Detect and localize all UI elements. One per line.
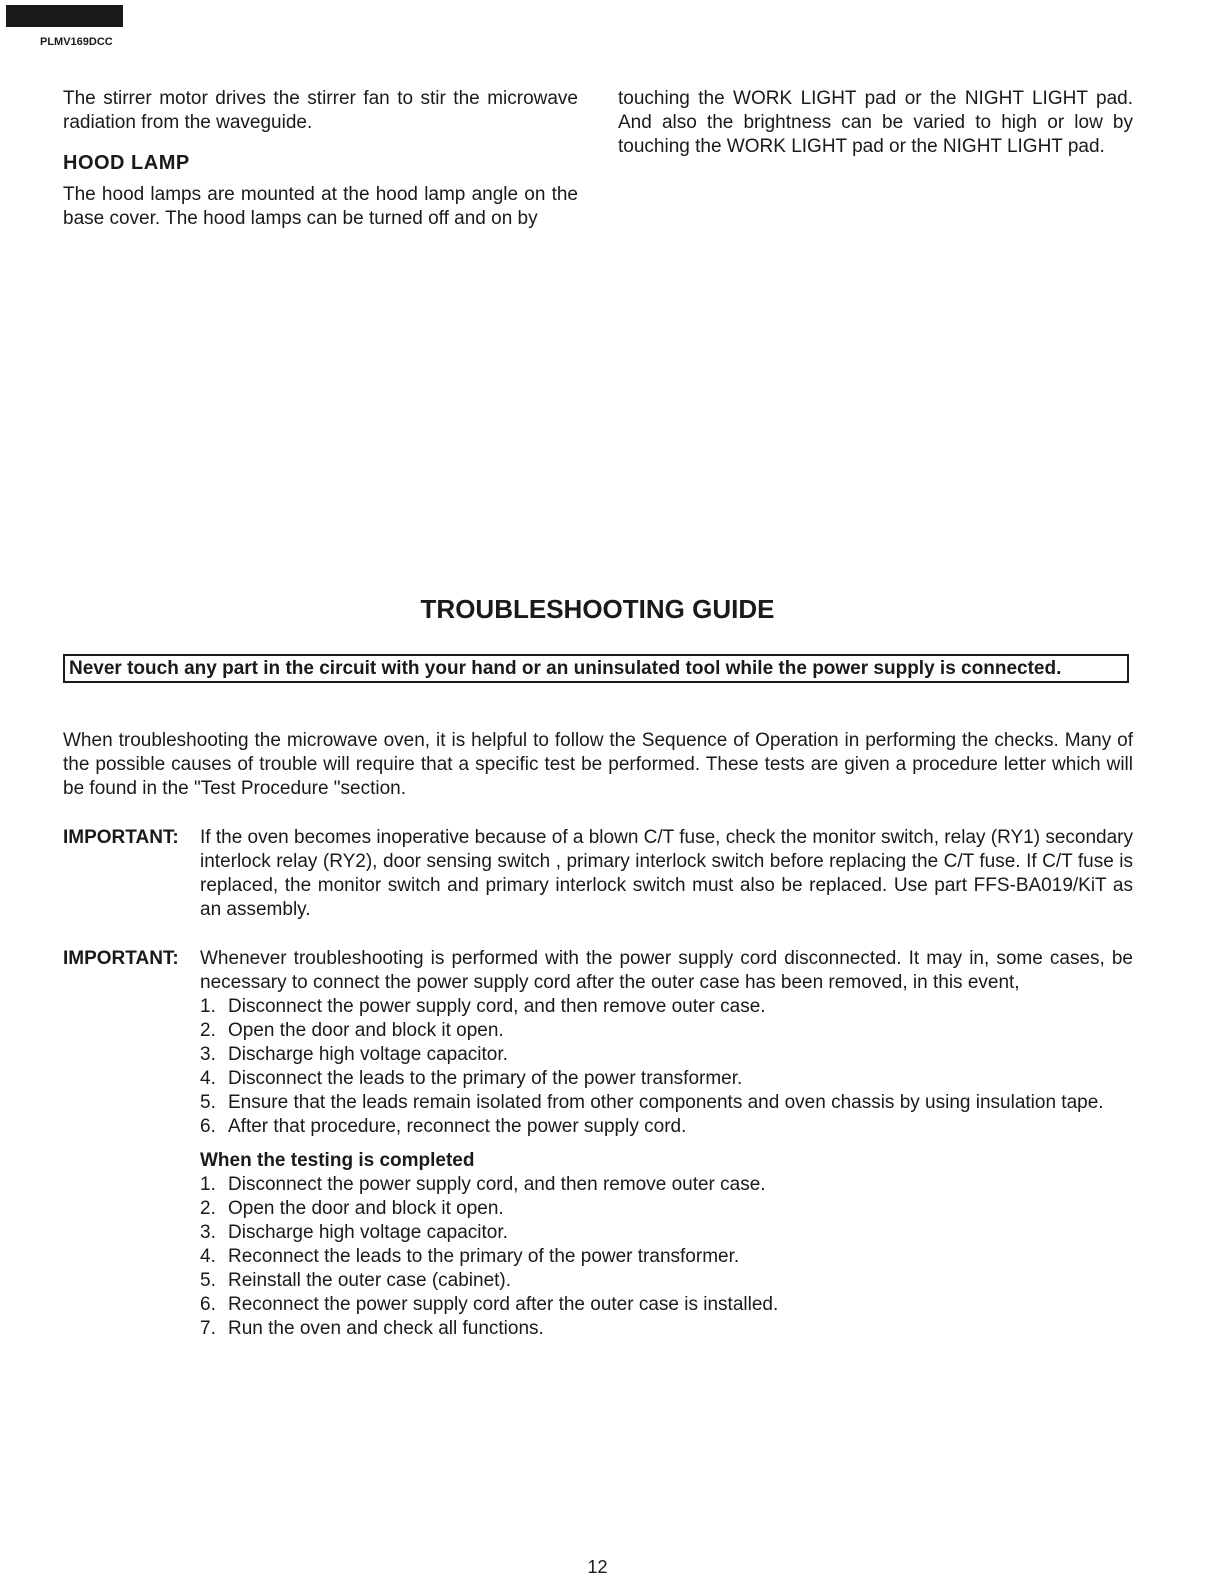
list-item: 6. Reconnect the power supply cord after the outer case is installed. (200, 1294, 779, 1315)
important-note-disconnect (63, 947, 1133, 1341)
troubleshooting-guide-title: TROUBLESHOOTING GUIDE (420, 594, 775, 624)
left-column (63, 87, 578, 231)
troubleshooting-intro: When troubleshooting the microwave oven, it is helpful to follow the Sequence of Operation in performing the checks. Many of the possible causes of trouble will require that a specific test be performed. These tests are given a procedure letter which will be found in the "Test Procedure "section. (63, 730, 1133, 799)
important-note-fuse (63, 826, 1133, 922)
list-item: 2. Open the door and block it open. (200, 1020, 504, 1041)
testing-completed-heading: When the testing is completed (200, 1150, 475, 1171)
important-fuse-text: If the oven becomes inoperative because of a blown C/T fuse, check the monitor switch, relay (RY1) secondary interlock relay (RY2), door sensing switch , primary interlock switch before replacing the C/T fuse. If C/T fuse is replaced, the monitor switch and primary interlock switch must also be replaced. Use part FFS-BA019/KiT as an assembly. (200, 827, 1133, 920)
list-item: 3. Discharge high voltage capacitor. (200, 1044, 508, 1065)
page-number: 12 (587, 1557, 608, 1577)
list-item: 1. Disconnect the power supply cord, and then remove outer case. (200, 1174, 766, 1195)
hood-lamp-heading: HOOD LAMP (63, 152, 190, 174)
list-item: 1. Disconnect the power supply cord, and then remove outer case. (200, 996, 766, 1017)
list-item: 4. Reconnect the leads to the primary of the power transformer. (200, 1246, 740, 1267)
list-item: 5. Reinstall the outer case (cabinet). (200, 1270, 512, 1291)
header-black-bar (6, 5, 123, 27)
right-column (618, 87, 1133, 159)
safety-warning-box: Never touch any part in the circuit with your hand or an uninsulated tool while the power supply is connected. (63, 654, 1129, 683)
list-item: 2. Open the door and block it open. (200, 1198, 504, 1219)
disconnect-steps-list (200, 995, 1133, 1139)
list-item: 6. After that procedure, reconnect the power supply cord. (200, 1116, 687, 1137)
list-item: 7. Run the oven and check all functions. (200, 1318, 544, 1339)
list-item: 3. Discharge high voltage capacitor. (200, 1222, 508, 1243)
hood-lamp-paragraph: The hood lamps are mounted at the hood lamp angle on the base cover. The hood lamps can be turned off and on by (63, 184, 578, 229)
model-number: PLMV169DCC (40, 36, 113, 48)
stirrer-paragraph: The stirrer motor drives the stirrer fan to stir the microwave radiation from the waveguide. (63, 88, 578, 133)
important-label: IMPORTANT: (63, 827, 179, 848)
completed-steps-list (200, 1173, 1133, 1341)
list-item: 5. Ensure that the leads remain isolated from other components and oven chassis by using insulation tape. (200, 1092, 1104, 1113)
list-item: 4. Disconnect the leads to the primary of the power transformer. (200, 1068, 743, 1089)
important-label: IMPORTANT: (63, 948, 179, 969)
hood-lamp-continued-paragraph: touching the WORK LIGHT pad or the NIGHT LIGHT pad. And also the brightness can be varied to high or low by touching the WORK LIGHT pad or the NIGHT LIGHT pad. (618, 88, 1133, 157)
important-disconnect-text: Whenever troubleshooting is performed with the power supply cord disconnected. It may in, some cases, be necessary to connect the power supply cord after the outer case has been removed, in this event, (200, 948, 1133, 993)
